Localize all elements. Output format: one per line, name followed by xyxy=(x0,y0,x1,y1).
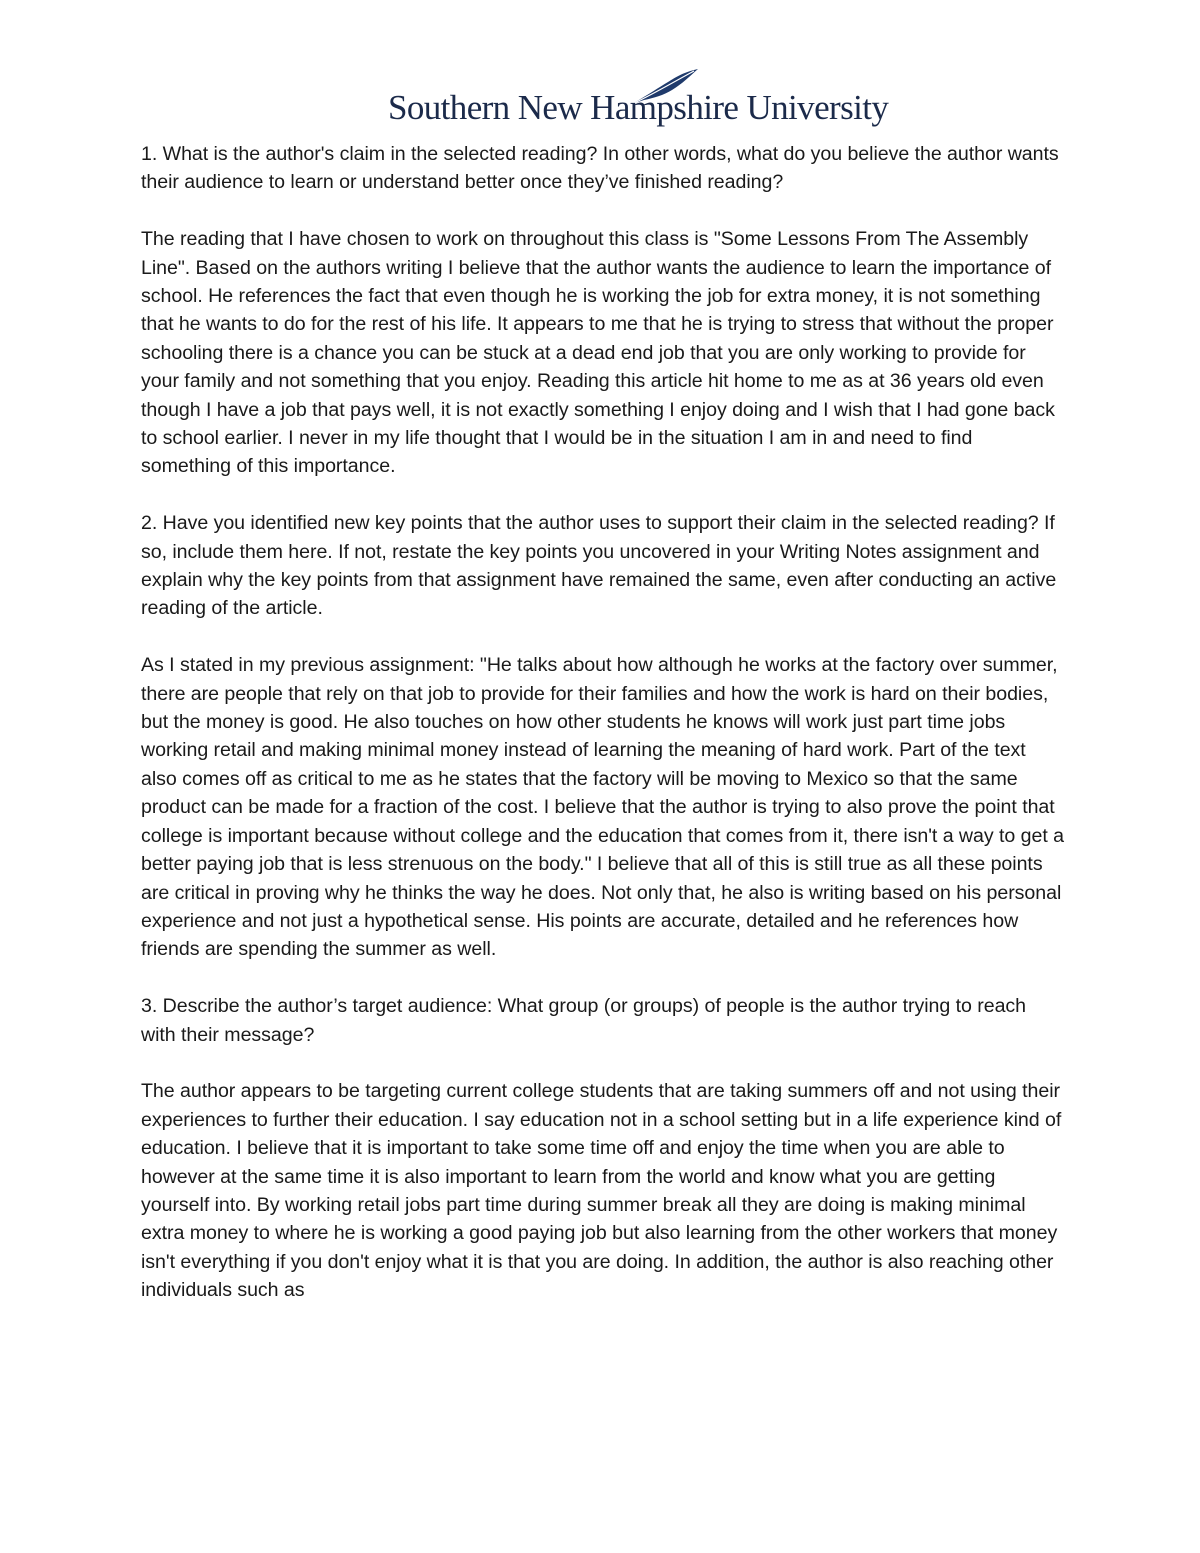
answer-3: The author appears to be targeting current college students that are taking summers off and not using their experiences to further their education. I say education not in a school setting but in a life experience kind of education. I believe that it is important to take some time off and enjoy the time when you are able to however at the same time it is also important to learn from the world and know what you are getting yourself into. By working retail jobs part time during summer break all they are doing is making minimal extra money to where he is working a good paying job but also learning from the other workers that money isn't everything if you don't enjoy what it is that you are doing. In addition, the author is also reaching other individuals such as xyxy=(141,1080,1062,1302)
document-body xyxy=(141,140,1066,1333)
answer-2: As I stated in my previous assignment: "He talks about how although he works at the factory over summer, there are people that rely on that job to provide for their families and how the work is hard on their bodies, but the money is good. He also touches on how other students he knows will work just part time jobs working retail and making minimal money instead of learning the meaning of hard work. Part of the text also comes off as critical to me as he states that the factory will be moving to Mexico so that the same product can be made for a fraction of the cost. I believe that the author is trying to also prove the point that college is important because without college and the education that comes from it, there isn't a way to get a better paying job that is less strenuous on the body." I believe that all of this is still true as all these points are critical in proving why he thinks the way he does. Not only that, he also is writing based on his personal experience and not just a hypothetical sense. His points are accurate, detailed and he references how friends are spending the summer as well. xyxy=(141,654,1064,961)
logo-text: Southern New Hampshire University xyxy=(388,88,889,127)
answer-1: The reading that I have chosen to work on throughout this class is "Some Lessons From The Assembly Line". Based on the authors writing I believe that the author wants the audience to learn the importance of school. He references the fact that even though he is working the job for extra money, it is not something that he wants to do for the rest of his life. It appears to me that he is trying to stress that without the proper schooling there is a chance you can be stuck at a dead end job that you are only working to provide for your family and not something that you enjoy. Reading this article hit home to me as at 36 years old even though I have a job that pays well, it is not exactly something I enjoy doing and I wish that I had gone back to school earlier. I never in my life thought that I would be in the situation I am in and need to find something of this importance. xyxy=(141,228,1055,478)
question-3: 3. Describe the author’s target audience: What group (or groups) of people is the author trying to reach with their message? xyxy=(141,995,1027,1046)
question-1: 1. What is the author's claim in the selected reading? In other words, what do you believe the author wants their audience to learn or understand better once they’ve finished reading? xyxy=(141,143,1059,194)
document-header xyxy=(0,66,1200,138)
question-2: 2. Have you identified new key points that the author uses to support their claim in the selected reading? If so, include them here. If not, restate the key points you uncovered in your Writing Notes assignment and explain why the key points from that assignment have remained the same, even after conducting an active reading of the article. xyxy=(141,512,1057,620)
university-logo xyxy=(388,66,889,138)
